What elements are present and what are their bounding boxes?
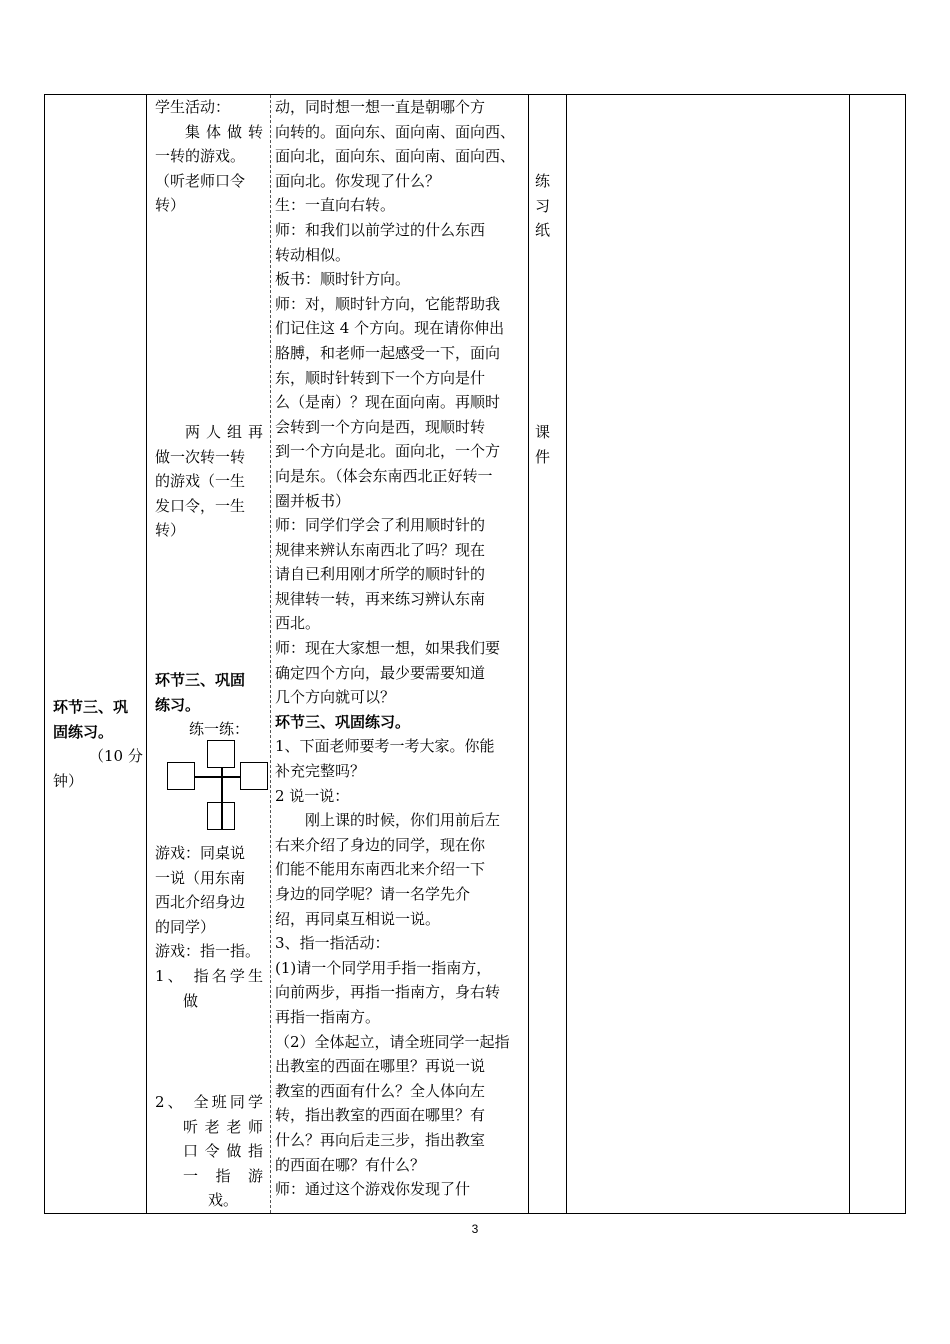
resource-char: 件 — [535, 447, 551, 466]
activity-line: 1、 指名学生 — [155, 966, 263, 985]
direction-boxes-diagram — [167, 740, 272, 830]
activity-line: 口令做指 — [183, 1142, 263, 1161]
teacher-line: 右来介绍了身边的同学，现在你 — [275, 835, 486, 854]
teacher-line: 身边的同学呢？请一名学先介 — [275, 885, 471, 903]
activity-line: 转） — [155, 196, 186, 215]
activity-line: 发口令，一生 — [155, 496, 246, 515]
teacher-line: （2）全体起立，请全班同学一起指 — [275, 1032, 510, 1051]
teacher-line: 1、下面老师要考一考大家。你能 — [275, 737, 495, 756]
teacher-line: 再指一指南方。 — [275, 1007, 381, 1026]
activity-line: 一转的游戏。 — [155, 147, 246, 166]
activity-line: 西北介绍身边 — [155, 893, 246, 912]
student-activity-4 — [155, 841, 263, 1013]
teacher-line: 师：和我们以前学过的什么东西 — [275, 220, 486, 239]
section-title: 环节三、巩固 — [155, 671, 246, 689]
teacher-line: 会转到一个方向是西，现顺时转 — [275, 417, 486, 436]
activity-line: 两人组再 — [185, 423, 263, 441]
teacher-line: 板书：顺时针方向。 — [275, 270, 411, 289]
teacher-line: 面向北。你发现了什么？ — [275, 171, 441, 190]
activity-line: 2、 全班同学 — [155, 1093, 263, 1111]
diagram-box-south — [207, 802, 235, 830]
teacher-line: 们记住这 4 个方向。现在请你伸出 — [275, 319, 505, 338]
column-divider — [566, 95, 567, 1213]
teacher-line: 几个方向就可以？ — [275, 688, 396, 707]
column-divider — [849, 95, 850, 1213]
activity-line: 一说（用东南 — [155, 868, 246, 887]
resource-char: 纸 — [535, 221, 551, 240]
exercise-label: 练一练： — [189, 720, 250, 739]
teacher-line: (1)请一个同学用手指一指南方， — [275, 958, 492, 977]
teacher-line: 生：一直向右转。 — [275, 196, 396, 215]
teacher-line: 2 说一说： — [275, 786, 350, 805]
resource-char: 习 — [535, 196, 551, 215]
teacher-line: 向转的。面向东、面向南、面向西、 — [275, 122, 516, 141]
resource-char: 课 — [535, 423, 551, 441]
teacher-line: 规律来辨认东南西北了吗？现在 — [275, 540, 486, 559]
activity-line: 集体做转 — [185, 122, 263, 141]
activity-line: 一 指 游 — [183, 1166, 263, 1185]
activity-line: 的游戏（一生 — [155, 472, 246, 491]
section-title: 固练习。 — [53, 722, 114, 741]
activity-line: 的同学） — [155, 917, 216, 936]
teacher-activity-text — [275, 95, 523, 1202]
duration-text: 钟） — [53, 771, 84, 790]
diagram-line — [195, 776, 240, 778]
student-activity-1 — [155, 95, 263, 218]
activity-line: 做 — [183, 991, 199, 1010]
teacher-line: 面向北，面向东、面向南、面向西、 — [275, 147, 516, 166]
teacher-line: 向是东。（体会东南西北正好转一 — [275, 466, 493, 485]
teacher-line: 到一个方向是北。面向北，一个方 — [275, 442, 501, 461]
teacher-line: 师：现在大家想一想，如果我们要 — [275, 639, 501, 658]
teacher-line: 东，顺时针转到下一个方向是什 — [275, 368, 486, 387]
teacher-line: 的西面在哪？有什么？ — [275, 1155, 426, 1174]
student-activity-3 — [155, 668, 263, 742]
teacher-line: 环节三、巩固练习。 — [275, 712, 411, 731]
teacher-line: 转，指出教室的西面在哪里？有 — [275, 1106, 486, 1125]
column-divider — [528, 95, 529, 1213]
resource-worksheet — [535, 169, 555, 243]
activity-line: 做一次转一转 — [155, 447, 246, 466]
teacher-line: 动，同时想一想一直是朝哪个方 — [275, 98, 486, 116]
teacher-line: 转动相似。 — [275, 245, 351, 264]
student-activity-5 — [155, 1090, 263, 1213]
teacher-line: 绍，再同桌互相说一说。 — [275, 909, 441, 928]
page-number: 3 — [471, 1222, 479, 1236]
teacher-line: 规律转一转，再来练习辨认东南 — [275, 589, 486, 608]
teacher-line: 确定四个方向，最少要需要知道 — [275, 663, 486, 682]
diagram-box-east — [240, 762, 268, 790]
teacher-line: 教室的西面有什么？全人体向左 — [275, 1081, 486, 1100]
teacher-line: 师：同学们学会了利用顺时针的 — [275, 516, 486, 535]
teacher-line: 补充完整吗？ — [275, 762, 366, 781]
activity-line: 游戏：指一指。 — [155, 942, 261, 961]
teacher-line: 出教室的西面在哪里？再说一说 — [275, 1057, 486, 1076]
teacher-line: 圈并板书） — [275, 491, 351, 510]
activity-heading: 学生活动： — [155, 98, 231, 116]
teacher-line: 师：对，顺时针方向，它能帮助我 — [275, 294, 501, 313]
section-cell — [53, 695, 145, 793]
resource-courseware — [535, 420, 555, 469]
diagram-box-north — [207, 740, 235, 768]
teacher-line: 师：通过这个游戏你发现了什 — [275, 1180, 471, 1199]
lesson-plan-table — [44, 94, 906, 1214]
section-title: 环节三、巩 — [53, 698, 129, 716]
activity-line: （听老师口令 — [155, 171, 246, 190]
teacher-line: 3、指一指活动： — [275, 934, 390, 953]
teacher-line: 们能不能用东南西北来介绍一下 — [275, 860, 486, 879]
teacher-line: 胳膊，和老师一起感受一下，面向 — [275, 343, 501, 362]
section-title: 练习。 — [155, 695, 201, 714]
teacher-line: 么（是南）？现在面向南。再顺时 — [275, 393, 501, 412]
resource-char: 练 — [535, 172, 551, 190]
teacher-line: 请自已利用刚才所学的顺时针的 — [275, 565, 486, 584]
activity-line: 游戏：同桌说 — [155, 844, 246, 862]
teacher-line: 向前两步，再指一指南方，身右转 — [275, 983, 501, 1002]
teacher-line: 刚上课的时候，你们用前后左 — [305, 811, 501, 830]
activity-line: 听老老师 — [183, 1117, 263, 1136]
column-divider — [146, 95, 147, 1213]
duration-text: （10 分 — [89, 747, 143, 766]
dashed-divider — [270, 95, 271, 1213]
teacher-line: 什么？再向后走三步，指出教室 — [275, 1130, 486, 1149]
teacher-line: 西北。 — [275, 614, 321, 633]
diagram-box-west — [167, 762, 195, 790]
activity-line: 转） — [155, 521, 186, 540]
student-activity-2 — [155, 420, 263, 543]
activity-line: 戏。 — [207, 1191, 238, 1210]
